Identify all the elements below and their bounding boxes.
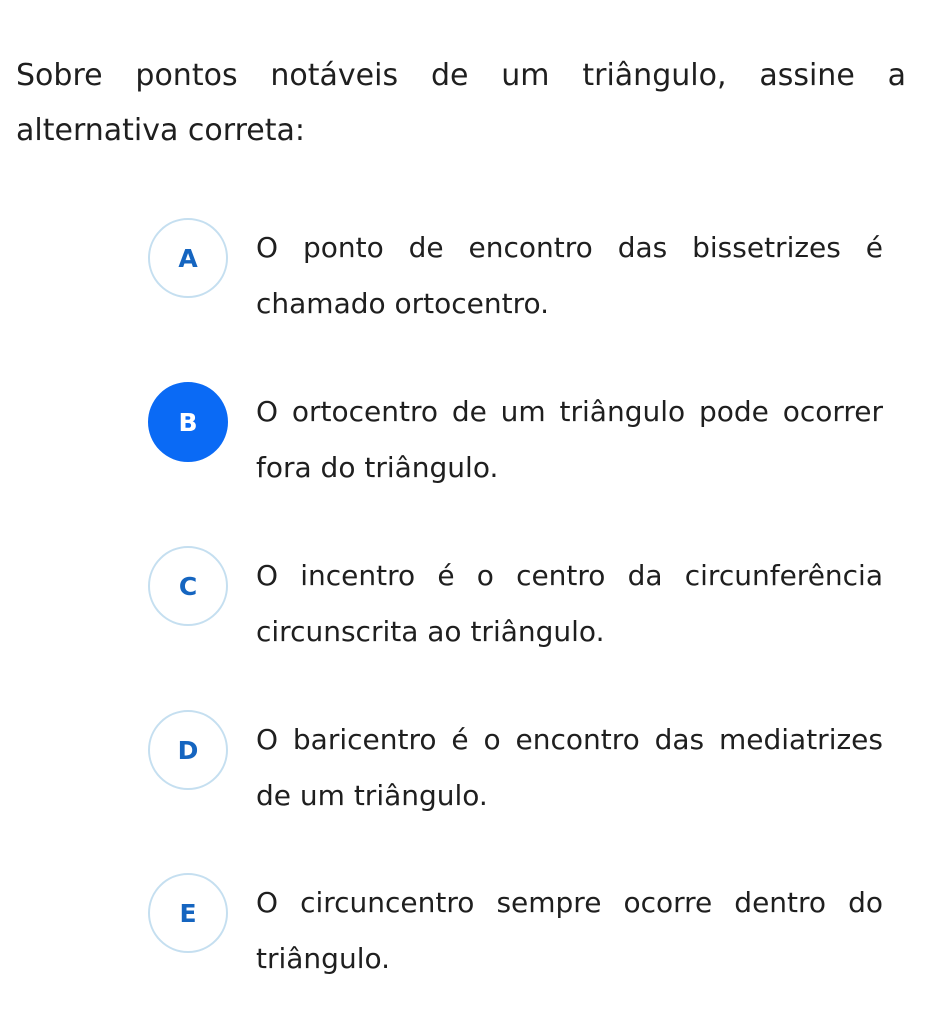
option-a-text[interactable]: O ponto de encontro das bissetrizes é chamado ortocentro.	[256, 231, 883, 320]
option-e-letter-circle[interactable]: E	[148, 873, 228, 953]
option-d-text[interactable]: O baricentro é o encontro das mediatrizes de um triângulo.	[256, 723, 883, 812]
option-d-letter-circle[interactable]: D	[148, 710, 228, 790]
option-a-letter-circle[interactable]: A	[148, 218, 228, 298]
option-c-letter-circle[interactable]: C	[148, 546, 228, 626]
option-b-text[interactable]: O ortocentro de um triângulo pode ocorrer fora do triângulo.	[256, 395, 883, 484]
option-e-text[interactable]: O circuncentro sempre ocorre dentro do triângulo.	[256, 886, 883, 975]
option-b-letter-circle[interactable]: B	[148, 382, 228, 462]
question-text: Sobre pontos notáveis de um triângulo, assine a alternativa correta:	[16, 58, 906, 148]
option-c-text[interactable]: O incentro é o centro da circunferência circunscrita ao triângulo.	[256, 559, 883, 648]
